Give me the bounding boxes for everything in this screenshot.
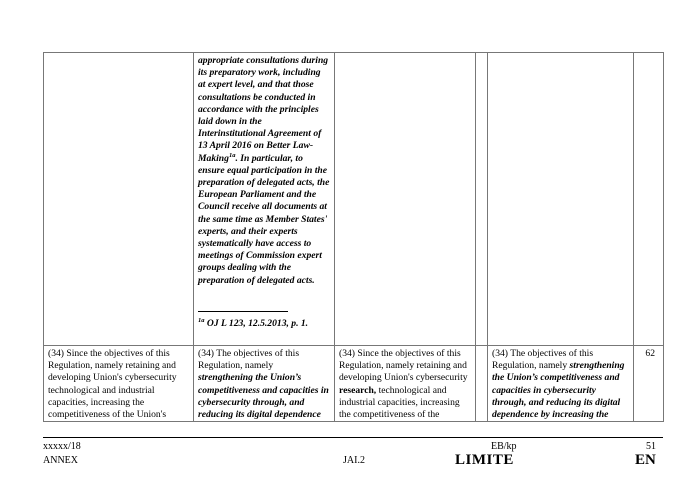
amendment-text: appropriate consultations during its preparatory work, including at expert level, and that those consultations be conducted in accordance with the principles laid down in the Interinstitutional Agreement of 13 April 2016 on Better Law-Making [198,55,329,164]
initials: EB/kp [491,441,517,452]
language-code: EN [635,452,656,468]
footer-divider [43,437,663,438]
comparison-table [43,52,664,422]
row-number: 62 [634,346,664,422]
amendment-text-cont: . In particular, to ensure equal participation in the preparation of delegated acts, the European Parliament and the Council receive all documents at the same time as Member States' experts, and their experts systematically have access to meetings of Commission expert groups dealing with the preparation of delegated acts. [198,152,330,286]
footnote-ref: 1a [228,151,236,159]
department: JAI.2 [343,455,365,466]
commission-proposal-cell: (34) Since the objectives of this Regulation, namely retaining and developing Union's cybersecurity technological and industrial capacities, increasing the competitiveness of the Union's [44,346,194,422]
narrow-cell [476,346,488,422]
annex-label: ANNEX [43,455,78,466]
council-position-cell [335,53,476,346]
commission-proposal-cell [44,53,194,346]
footnote-divider [198,311,288,312]
footnote: $^{1a}$ OJ L 123, 12.5.2013, p. 1. [198,316,309,329]
compromise-cell: (34) The objectives of this Regulation, namely strengthening the Union’s competitiveness and capacities in cybersecurity through, and reducing its digital dependence by increasing the [488,346,634,422]
classification-label: LIMITE [455,452,514,468]
page-number: 51 [646,441,656,452]
parliament-position-cell [194,53,335,346]
row-number-cell [634,53,664,346]
council-position-cell: (34) Since the objectives of this Regulation, namely retaining and developing Union's cybersecurity research, technological and industrial capacities, increasing the competitiveness of the [335,346,476,422]
compromise-cell [488,53,634,346]
table-row [44,53,664,346]
doc-reference: xxxxx/18 [43,441,81,452]
narrow-cell [476,53,488,346]
table-row [44,346,664,422]
parliament-position-cell: (34) The objectives of this Regulation, namely strengthening the Union’s competitiveness and capacities in cybersecurity through, and reducing its digital dependence [194,346,335,422]
